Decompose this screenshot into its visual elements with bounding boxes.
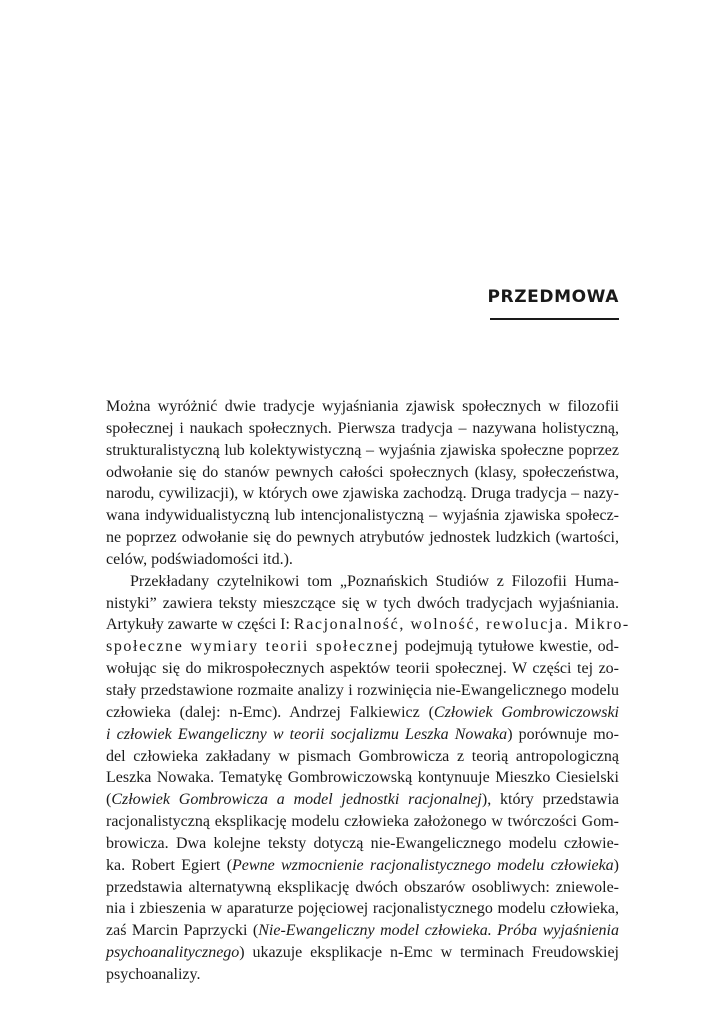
- text-segment: Przekładany czytelnikowi tom „Poznańskich Studiów z Filozofii Huma-: [130, 572, 619, 590]
- title-reference: Człowiek Gombrowicza a model jednostki racjonalnej: [111, 791, 482, 809]
- text-segment: ka. Robert Egiert (: [106, 856, 233, 874]
- text-line: [106, 440, 619, 462]
- text-segment: Leszka Nowaka. Tematykę Gombrowiczowską kontynuuje Mieszko Ciesielski: [106, 769, 619, 787]
- paragraph: [106, 396, 619, 571]
- text-line: [106, 920, 619, 942]
- text-line: [106, 527, 619, 549]
- text-line: [106, 855, 619, 877]
- text-segment: zaś Marcin Paprzycki (: [106, 922, 259, 940]
- text-line: [106, 833, 619, 855]
- section-title-spaced: Racjonalność, wolność, rewolucja. Mikro-: [293, 616, 630, 634]
- text-line: [106, 571, 619, 593]
- text-segment: Artykuły zawarte w części I:: [106, 616, 294, 634]
- text-line: [106, 614, 630, 636]
- text-segment: wana indywidualistyczną lub intencjonalistyczną – wyjaśnia zjawiska społecz-: [106, 507, 619, 525]
- text-segment: ) ukazuje eksplikacje n-Emc w terminach Freudowskiej: [239, 944, 619, 962]
- text-segment: przedstawia alternatywną eksplikację dwóch obszarów osobliwych: zniewole-: [106, 878, 619, 896]
- title-reference: Człowiek Gombrowiczowski: [433, 703, 619, 721]
- text-segment: społecznej i naukach społecznych. Pierwsza tradycja – nazywana holistyczną,: [106, 419, 619, 437]
- text-segment: racjonalistyczną eksplikację modelu człowieka założonego w twórczości Gom-: [106, 813, 619, 831]
- text-line: [106, 942, 619, 964]
- text-segment: ), który przedstawia: [481, 791, 620, 809]
- text-segment: ): [613, 856, 619, 874]
- text-line: [106, 549, 619, 571]
- text-segment: psychoanalizy.: [106, 965, 201, 983]
- text-segment: (: [106, 791, 112, 809]
- text-line: [106, 680, 619, 702]
- text-line: [106, 898, 619, 920]
- paragraph: [106, 571, 630, 986]
- text-segment: podejmują tytułowe kwestie, od-: [399, 638, 620, 656]
- text-line: [106, 702, 619, 724]
- text-line: [106, 877, 619, 899]
- text-line: [106, 462, 619, 484]
- text-line: [106, 418, 619, 440]
- text-line: [106, 724, 619, 746]
- text-line: [106, 593, 619, 615]
- text-line: [106, 746, 619, 768]
- text-segment: stały przedstawione rozmaite analizy i rozwinięcia nie-Ewangelicznego modelu: [106, 681, 619, 699]
- text-line: [106, 483, 619, 505]
- text-segment: browicza. Dwa kolejne teksty dotyczą nie-Ewangelicznego modelu człowie-: [106, 834, 619, 852]
- page-title: PRZEDMOWA: [487, 287, 619, 307]
- text-segment: del człowieka zakładany w pismach Gombrowicza z teorią antropologiczną: [106, 747, 619, 765]
- body-text: [106, 396, 630, 986]
- text-segment: Można wyróżnić dwie tradycje wyjaśniania zjawisk społecznych w filozofii: [106, 398, 619, 415]
- text-line: [106, 636, 619, 658]
- text-segment: strukturalistyczną lub kolektywistyczną – wyjaśnia zjawiska społeczne poprzez: [106, 441, 619, 459]
- section-title-spaced: społeczne wymiary teorii społecznej: [106, 638, 400, 656]
- title-reference: i człowiek Ewangeliczny w teorii socjalizmu Leszka Nowaka: [106, 725, 508, 743]
- title-reference: Pewne wzmocnienie racjonalistycznego modelu człowieka: [232, 856, 614, 874]
- text-segment: nistyki” zawiera teksty mieszczące się w tych dwóch tradycjach wyjaśniania.: [106, 594, 619, 612]
- text-line: [106, 658, 619, 680]
- text-segment: narodu, cywilizacji), w których owe zjawiska zachodzą. Druga tradycja – nazy-: [106, 485, 619, 503]
- title-underline-divider: [490, 318, 619, 320]
- text-segment: celów, podświadomości itd.).: [106, 550, 293, 568]
- text-segment: odwołanie się do stanów pewnych całości społecznych (klasy, społeczeństwa,: [106, 463, 619, 481]
- text-segment: wołując się do mikrospołecznych aspektów teorii społecznej. W części tej zo-: [106, 660, 619, 678]
- text-line: [106, 767, 619, 789]
- title-reference: Nie-Ewangeliczny model człowieka. Próba wyjaśnienia: [258, 922, 620, 940]
- text-segment: ne poprzez odwołanie się do pewnych atrybutów jednostek ludzkich (wartości,: [106, 529, 619, 547]
- text-line: [106, 964, 619, 986]
- text-segment: nia i zbieszenia w aparaturze pojęciowej racjonalistycznego modelu człowieka,: [106, 900, 619, 918]
- text-line: [106, 789, 619, 811]
- text-segment: człowieka (dalej: n-Emc). Andrzej Falkiewicz (: [106, 703, 434, 721]
- text-line: [106, 811, 619, 833]
- text-line: [106, 396, 619, 418]
- text-line: [106, 505, 619, 527]
- title-reference: psychoanalitycznego: [106, 944, 240, 962]
- text-segment: ) porównuje mo-: [507, 725, 620, 743]
